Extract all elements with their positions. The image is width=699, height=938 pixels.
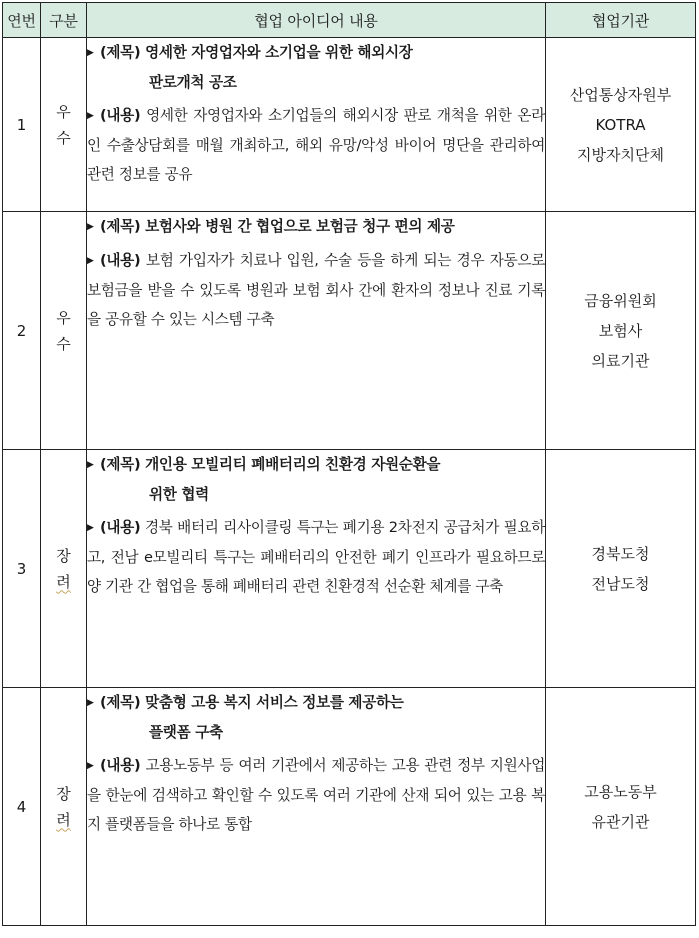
- org-name: 경북도청: [591, 544, 650, 563]
- title-tag: (제목): [100, 218, 141, 235]
- bullet-triangle-icon: ▶: [87, 523, 94, 533]
- row-category: [41, 688, 87, 926]
- bullet-triangle-icon: ▶: [87, 460, 94, 470]
- category-char: 우: [56, 102, 71, 121]
- bullet-triangle-icon: ▶: [87, 698, 94, 708]
- title-tag: (제목): [100, 456, 141, 473]
- table-row: [3, 450, 696, 688]
- title-tag: (제목): [100, 694, 141, 711]
- body-tag: (내용): [100, 107, 141, 124]
- body-text: 경북 배터리 리사이클링 특구는 폐기용 2차전지 공급처가 필요하고, 전남 e모빌리티 특구는 폐배터리의 안전한 폐기 인프라가 필요하므로 양 기관 간 협업을 통해 폐배터리 관련 친환경적 선순환 체계를 구축: [87, 519, 545, 595]
- row-number: 1: [3, 38, 41, 212]
- title-entry: [87, 38, 545, 97]
- category-char: 려: [56, 810, 71, 829]
- row-content: [87, 688, 546, 926]
- row-category: [41, 450, 87, 688]
- header-org: 협업기관: [546, 3, 696, 38]
- body-entry: [87, 751, 545, 839]
- row-content: [87, 450, 546, 688]
- body-tag: (내용): [100, 252, 141, 269]
- table-row: [3, 212, 696, 450]
- row-number: 4: [3, 688, 41, 926]
- org-name: KOTRA: [595, 115, 646, 134]
- table-row: [3, 38, 696, 212]
- title-entry: [87, 450, 545, 509]
- collaboration-ideas-table: [2, 2, 696, 926]
- bullet-triangle-icon: ▶: [87, 256, 94, 266]
- row-orgs: [546, 450, 696, 688]
- row-number: 2: [3, 212, 41, 450]
- body-tag: (내용): [100, 519, 141, 536]
- header-content: 협업 아이디어 내용: [87, 3, 546, 38]
- body-text: 보험 가입자가 치료나 입원, 수술 등을 하게 되는 경우 자동으로 보험금을 받을 수 있도록 병원과 보험 회사 간에 환자의 정보나 진료 기록을 공유할 수 있는 시스템 구축: [87, 252, 545, 328]
- title-entry: [87, 212, 545, 242]
- category-char: 장: [56, 784, 71, 803]
- title-text-line1: 영세한 자영업자와 소기업을 위한 해외시장: [145, 44, 413, 61]
- body-entry: [87, 101, 545, 189]
- table-row: [3, 688, 696, 926]
- title-text-line2: 판로개척 공조: [149, 74, 237, 91]
- org-name: 보험사: [598, 321, 643, 340]
- category-char: 장: [56, 546, 71, 565]
- title-text-line2: 플랫폼 구축: [149, 724, 223, 741]
- row-category: [41, 212, 87, 450]
- org-name: 지방자치단체: [577, 145, 664, 164]
- category-char: 수: [56, 128, 71, 147]
- body-tag: (내용): [100, 757, 141, 774]
- body-text: 고용노동부 등 여러 기관에서 제공하는 고용 관련 정부 지원사업을 한눈에 검색하고 확인할 수 있도록 여러 기관에 산재 되어 있는 고용 복지 플랫폼들을 하나로 통합: [87, 757, 546, 833]
- title-text-line2: 위한 협력: [149, 486, 209, 503]
- bullet-triangle-icon: ▶: [87, 111, 94, 121]
- category-char: 우: [56, 308, 71, 327]
- title-text-line1: 개인용 모빌리티 폐배터리의 친환경 자원순환을: [145, 456, 441, 473]
- org-name: 고용노동부: [584, 782, 657, 801]
- org-name: 산업통상자원부: [569, 85, 672, 104]
- title-text-line1: 보험사와 병원 간 협업으로 보험금 청구 편의 제공: [145, 218, 455, 235]
- row-number: 3: [3, 450, 41, 688]
- org-name: 유관기관: [591, 812, 650, 831]
- org-name: 금융위원회: [584, 291, 657, 310]
- body-entry: [87, 513, 545, 601]
- header-category: 구분: [41, 3, 87, 38]
- row-orgs: [546, 38, 696, 212]
- title-entry: [87, 688, 545, 747]
- title-text-line1: 맞춤형 고용 복지 서비스 정보를 제공하는: [145, 694, 404, 711]
- row-orgs: [546, 212, 696, 450]
- row-content: [87, 38, 546, 212]
- bullet-triangle-icon: ▶: [87, 222, 94, 232]
- category-char: 수: [56, 334, 71, 353]
- body-text: 영세한 자영업자와 소기업들의 해외시장 판로 개척을 위한 온라인 수출상담회를 매월 개최하고, 해외 유망/악성 바이어 명단을 관리하여 관련 정보를 공유: [87, 107, 545, 183]
- title-tag: (제목): [100, 44, 141, 61]
- header-no: 연번: [3, 3, 41, 38]
- org-name: 전남도청: [591, 574, 650, 593]
- category-char: 려: [56, 572, 71, 591]
- row-content: [87, 212, 546, 450]
- row-orgs: [546, 688, 696, 926]
- bullet-triangle-icon: ▶: [87, 761, 94, 771]
- body-entry: [87, 246, 545, 334]
- bullet-triangle-icon: ▶: [87, 48, 94, 58]
- org-name: 의료기관: [591, 351, 650, 370]
- header-row: [3, 3, 696, 38]
- row-category: [41, 38, 87, 212]
